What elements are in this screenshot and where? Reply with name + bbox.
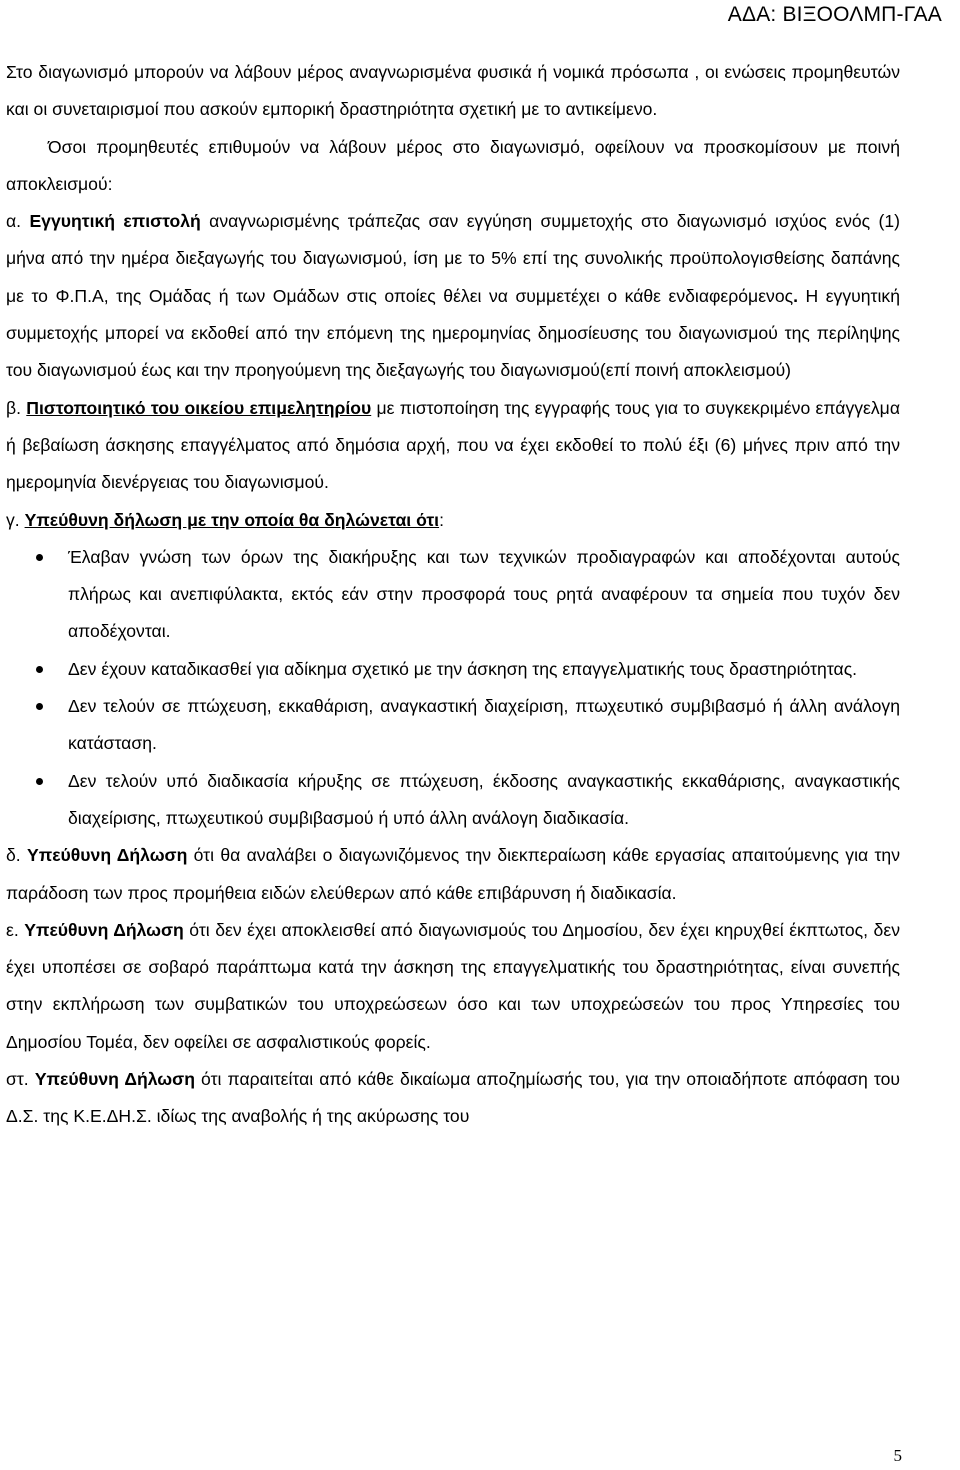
list-item-text: Δεν τελούν σε πτώχευση, εκκαθάριση, αναγκαστική διαχείριση, πτωχευτικό συμβιβασμό ή άλλη ανάλογη κατάσταση. [68, 696, 900, 754]
item-f-bold: Υπεύθυνη Δήλωση [34, 1069, 195, 1090]
bullet-icon [36, 778, 43, 785]
bullet-icon [36, 703, 43, 710]
item-c-prefix: γ. [6, 509, 25, 530]
list-item-text: Δεν τελούν υπό διαδικασία κήρυξης σε πτώχευση, έκδοσης αναγκαστικής εκκαθάρισης, αναγκαστικής διαχείρισης, πτωχευτικού συμβιβασμού ή υπό άλλη ανάλογη διαδικασία. [68, 770, 900, 828]
item-a-guarantee-letter [6, 203, 900, 389]
item-d-declaration [6, 837, 900, 912]
item-f-text: ότι παραιτείται από κάθε δικαίωμα αποζημίωσής του, για την οποιαδήποτε απόφαση του Δ.Σ. της Κ.Ε.ΔΗ.Σ. ιδίως της αναβολής ή της ακύρωσης του [6, 1069, 900, 1127]
item-d-bold: Υπεύθυνη Δήλωση [27, 845, 188, 866]
item-a-bold: Εγγυητική επιστολή [29, 211, 201, 232]
item-a-text2: Η εγγυητική συμμετοχής μπορεί να εκδοθεί από την επόμενη της ημερομηνίας δημοσίευσης του διαγωνισμού της περίληψης του διαγωνισμού έως και την προηγούμενη της διεξαγωγής του διαγωνισμού(επί ποινή αποκλεισμού) [6, 285, 900, 381]
item-c-suffix: : [439, 509, 444, 530]
item-b-text: με πιστοποίηση της εγγραφής τους για το συγκεκριμένο επάγγελμα ή βεβαίωση άσκησης επαγγέλματος από δημόσια αρχή, που να έχει εκδοθεί το πολύ έξι (6) μήνες πριν από την ημερομηνία διενέργειας του διαγωνισμού. [6, 397, 900, 493]
list-item-text: Έλαβαν γνώση των όρων της διακήρυξης και των τεχνικών προδιαγραφών και αποδέχονται αυτούς πλήρως και ανεπιφύλακτα, εκτός εάν στην προσφορά τους ρητά αναφέρουν τα σημεία που τυχόν δεν αποδέχονται. [68, 546, 900, 642]
item-b-prefix: β. [6, 397, 27, 418]
document-header-ada: ΑΔΑ: ΒΙΞΟΟΛΜΠ-ΓΑΑ [727, 3, 942, 26]
item-d-prefix: δ. [6, 845, 27, 866]
item-a-prefix: α. [6, 211, 30, 232]
item-a-text1: αναγνωρισμένης τράπεζας σαν εγγύηση συμμετοχής στο διαγωνισμό ισχύος ενός (1) μήνα από την ημέρα διεξαγωγής του διαγωνισμού, ίση με το 5% επί της συνολικής προϋπολογισθείσης δαπάνης με το Φ.Π.Α, της Ομάδας ή των Ομάδων στις οποίες θέλει να συμμετέχει ο κάθε ενδιαφερόμενος [6, 211, 900, 306]
bullet-icon [36, 666, 43, 673]
item-a-period: . [793, 285, 798, 306]
item-b-bold: Πιστοποιητικό του οικείου επιμελητηρίου [26, 397, 372, 418]
item-c-bold: Υπεύθυνη δήλωση με την οποία θα δηλώνεται ότι [24, 509, 440, 530]
item-c-declaration [6, 502, 900, 539]
item-e-declaration [6, 912, 900, 1061]
list-item-text: Δεν έχουν καταδικασθεί για αδίκημα σχετικό με την άσκηση της επαγγελματικής τους δραστηριότητας. [68, 658, 858, 679]
intro-requirements: Όσοι προμηθευτές επιθυμούν να λάβουν μέρος στο διαγωνισμό, οφείλουν να προσκομίσουν με ποινή αποκλεισμού: [6, 136, 900, 194]
intro-paragraph: Στο διαγωνισμό μπορούν να λάβουν μέρος αναγνωρισμένα φυσικά ή νομικά πρόσωπα , οι ενώσεις προμηθευτών και οι συνεταιρισμοί που ασκούν εμπορική δραστηριότητα σχετική με το αντικείμενο. [6, 62, 900, 120]
declaration-bullet-list [6, 539, 900, 837]
list-item [6, 651, 900, 688]
item-f-declaration [6, 1061, 900, 1136]
list-item [6, 539, 900, 651]
list-item [6, 688, 900, 763]
item-e-bold: Υπεύθυνη Δήλωση [24, 919, 184, 940]
document-body [6, 54, 900, 1136]
item-d-text: ότι θα αναλάβει ο διαγωνιζόμενος την διεκπεραίωση κάθε εργασίας απαιτούμενης για την παράδοση των προς προμήθεια ειδών ελεύθερων από κάθε επιβάρυνση ή διαδικασία. [6, 845, 901, 903]
page-number: 5 [893, 1446, 902, 1465]
item-f-prefix: στ. [6, 1069, 35, 1090]
item-e-prefix: ε. [6, 919, 25, 940]
bullet-icon [36, 554, 43, 561]
item-b-chamber-certificate [6, 390, 900, 502]
item-e-text: ότι δεν έχει αποκλεισθεί από διαγωνισμούς του Δημοσίου, δεν έχει κηρυχθεί έκπτωτος, δεν έχει υποπέσει σε σοβαρό παράπτωμα κατά την άσκηση της επαγγελματικής του δραστηριότητας, είναι συνεπής στην εκπλήρωση των συμβατικών του υποχρεώσεων όσο και των υποχρεώσεών του προς Υπηρεσίες του Δημοσίου Τομέα, δεν οφείλει σε ασφαλιστικούς φορείς. [6, 919, 900, 1052]
list-item [6, 763, 900, 838]
